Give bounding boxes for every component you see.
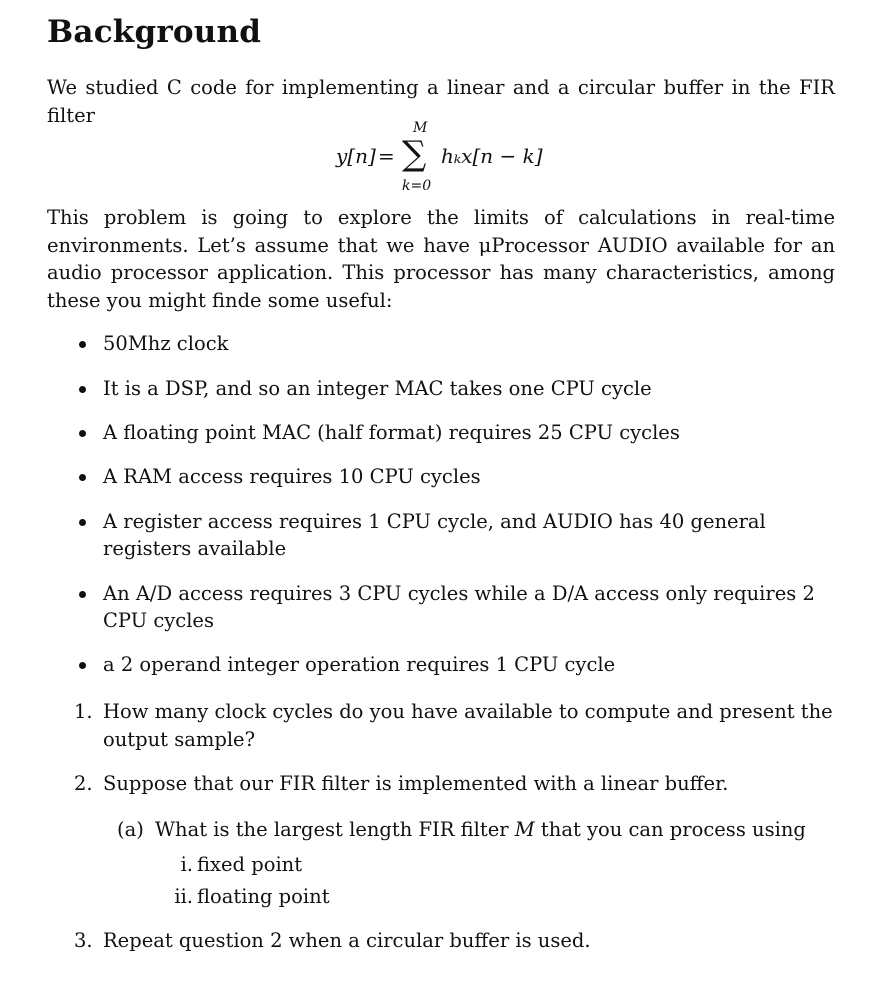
equation-lhs: y[n] (336, 144, 376, 168)
item-text: floating point (197, 885, 330, 908)
bullet-icon (79, 386, 86, 393)
bullet-icon (79, 519, 86, 526)
characteristic-text: A floating point MAC (half format) requires 25 CPU cycles (103, 421, 680, 444)
characteristic-text: 50Mhz clock (103, 332, 229, 355)
problem-paragraph: This problem is going to explore the limits of calculations in real-time environments. Let’s assume that we have μProcessor AUDIO available for an audio processor application. This processor has many characteristics, among these you might finde some useful: (47, 206, 835, 312)
intro-paragraph: We studied C code for implementing a linear and a circular buffer in the FIR filter (47, 76, 835, 127)
bullet-icon (79, 662, 86, 669)
question-number: 3. (74, 929, 93, 952)
bullet-icon (79, 474, 86, 481)
characteristic-item (103, 419, 835, 446)
characteristic-item (103, 651, 835, 678)
subquestion-text-before: What is the largest length FIR filter (155, 818, 515, 841)
equation-equals: = (378, 144, 395, 168)
sum-upper-limit: M (413, 120, 428, 136)
bullet-icon (79, 430, 86, 437)
question-1 (74, 698, 835, 753)
question-3 (74, 927, 835, 955)
question-2a-i (180, 851, 797, 878)
subquestion-label: (a) (117, 818, 144, 841)
equation-rhs: hₖx[n − k] (441, 144, 543, 168)
characteristic-text: a 2 operand integer operation requires 1 CPU cycle (103, 653, 616, 676)
characteristic-item (103, 463, 835, 490)
subquestion-text-after: that you can process using (534, 818, 806, 841)
question-2 (74, 770, 835, 798)
question-text: Suppose that our FIR filter is implemented with a linear buffer. (103, 772, 729, 795)
bullet-icon (79, 341, 86, 348)
characteristic-text: It is a DSP, and so an integer MAC takes one CPU cycle (103, 377, 652, 400)
characteristic-item (103, 508, 835, 562)
filter-length-symbol: M (514, 818, 535, 841)
question-2a (117, 816, 835, 843)
question-text: How many clock cycles do you have available to compute and present the output sample? (103, 700, 833, 751)
characteristic-text: A RAM access requires 10 CPU cycles (103, 465, 481, 488)
item-text: fixed point (197, 853, 303, 876)
fir-equation (0, 120, 872, 204)
characteristic-item (103, 330, 835, 357)
item-label: ii. (174, 885, 193, 908)
characteristic-item (103, 375, 835, 402)
characteristic-item (103, 580, 835, 634)
item-label: i. (180, 853, 193, 876)
sum-lower-limit: k=0 (402, 178, 432, 194)
question-2a-ii (174, 883, 797, 910)
characteristic-text: A register access requires 1 CPU cycle, and AUDIO has 40 general registers available (103, 510, 766, 560)
summation-symbol: ∑ (402, 134, 427, 174)
question-text: Repeat question 2 when a circular buffer is used. (103, 929, 591, 952)
question-number: 2. (74, 772, 93, 795)
section-heading: Background (47, 14, 262, 50)
bullet-icon (79, 591, 86, 598)
characteristic-text: An A/D access requires 3 CPU cycles while a D/A access only requires 2 CPU cycles (103, 582, 815, 632)
question-number: 1. (74, 700, 93, 723)
